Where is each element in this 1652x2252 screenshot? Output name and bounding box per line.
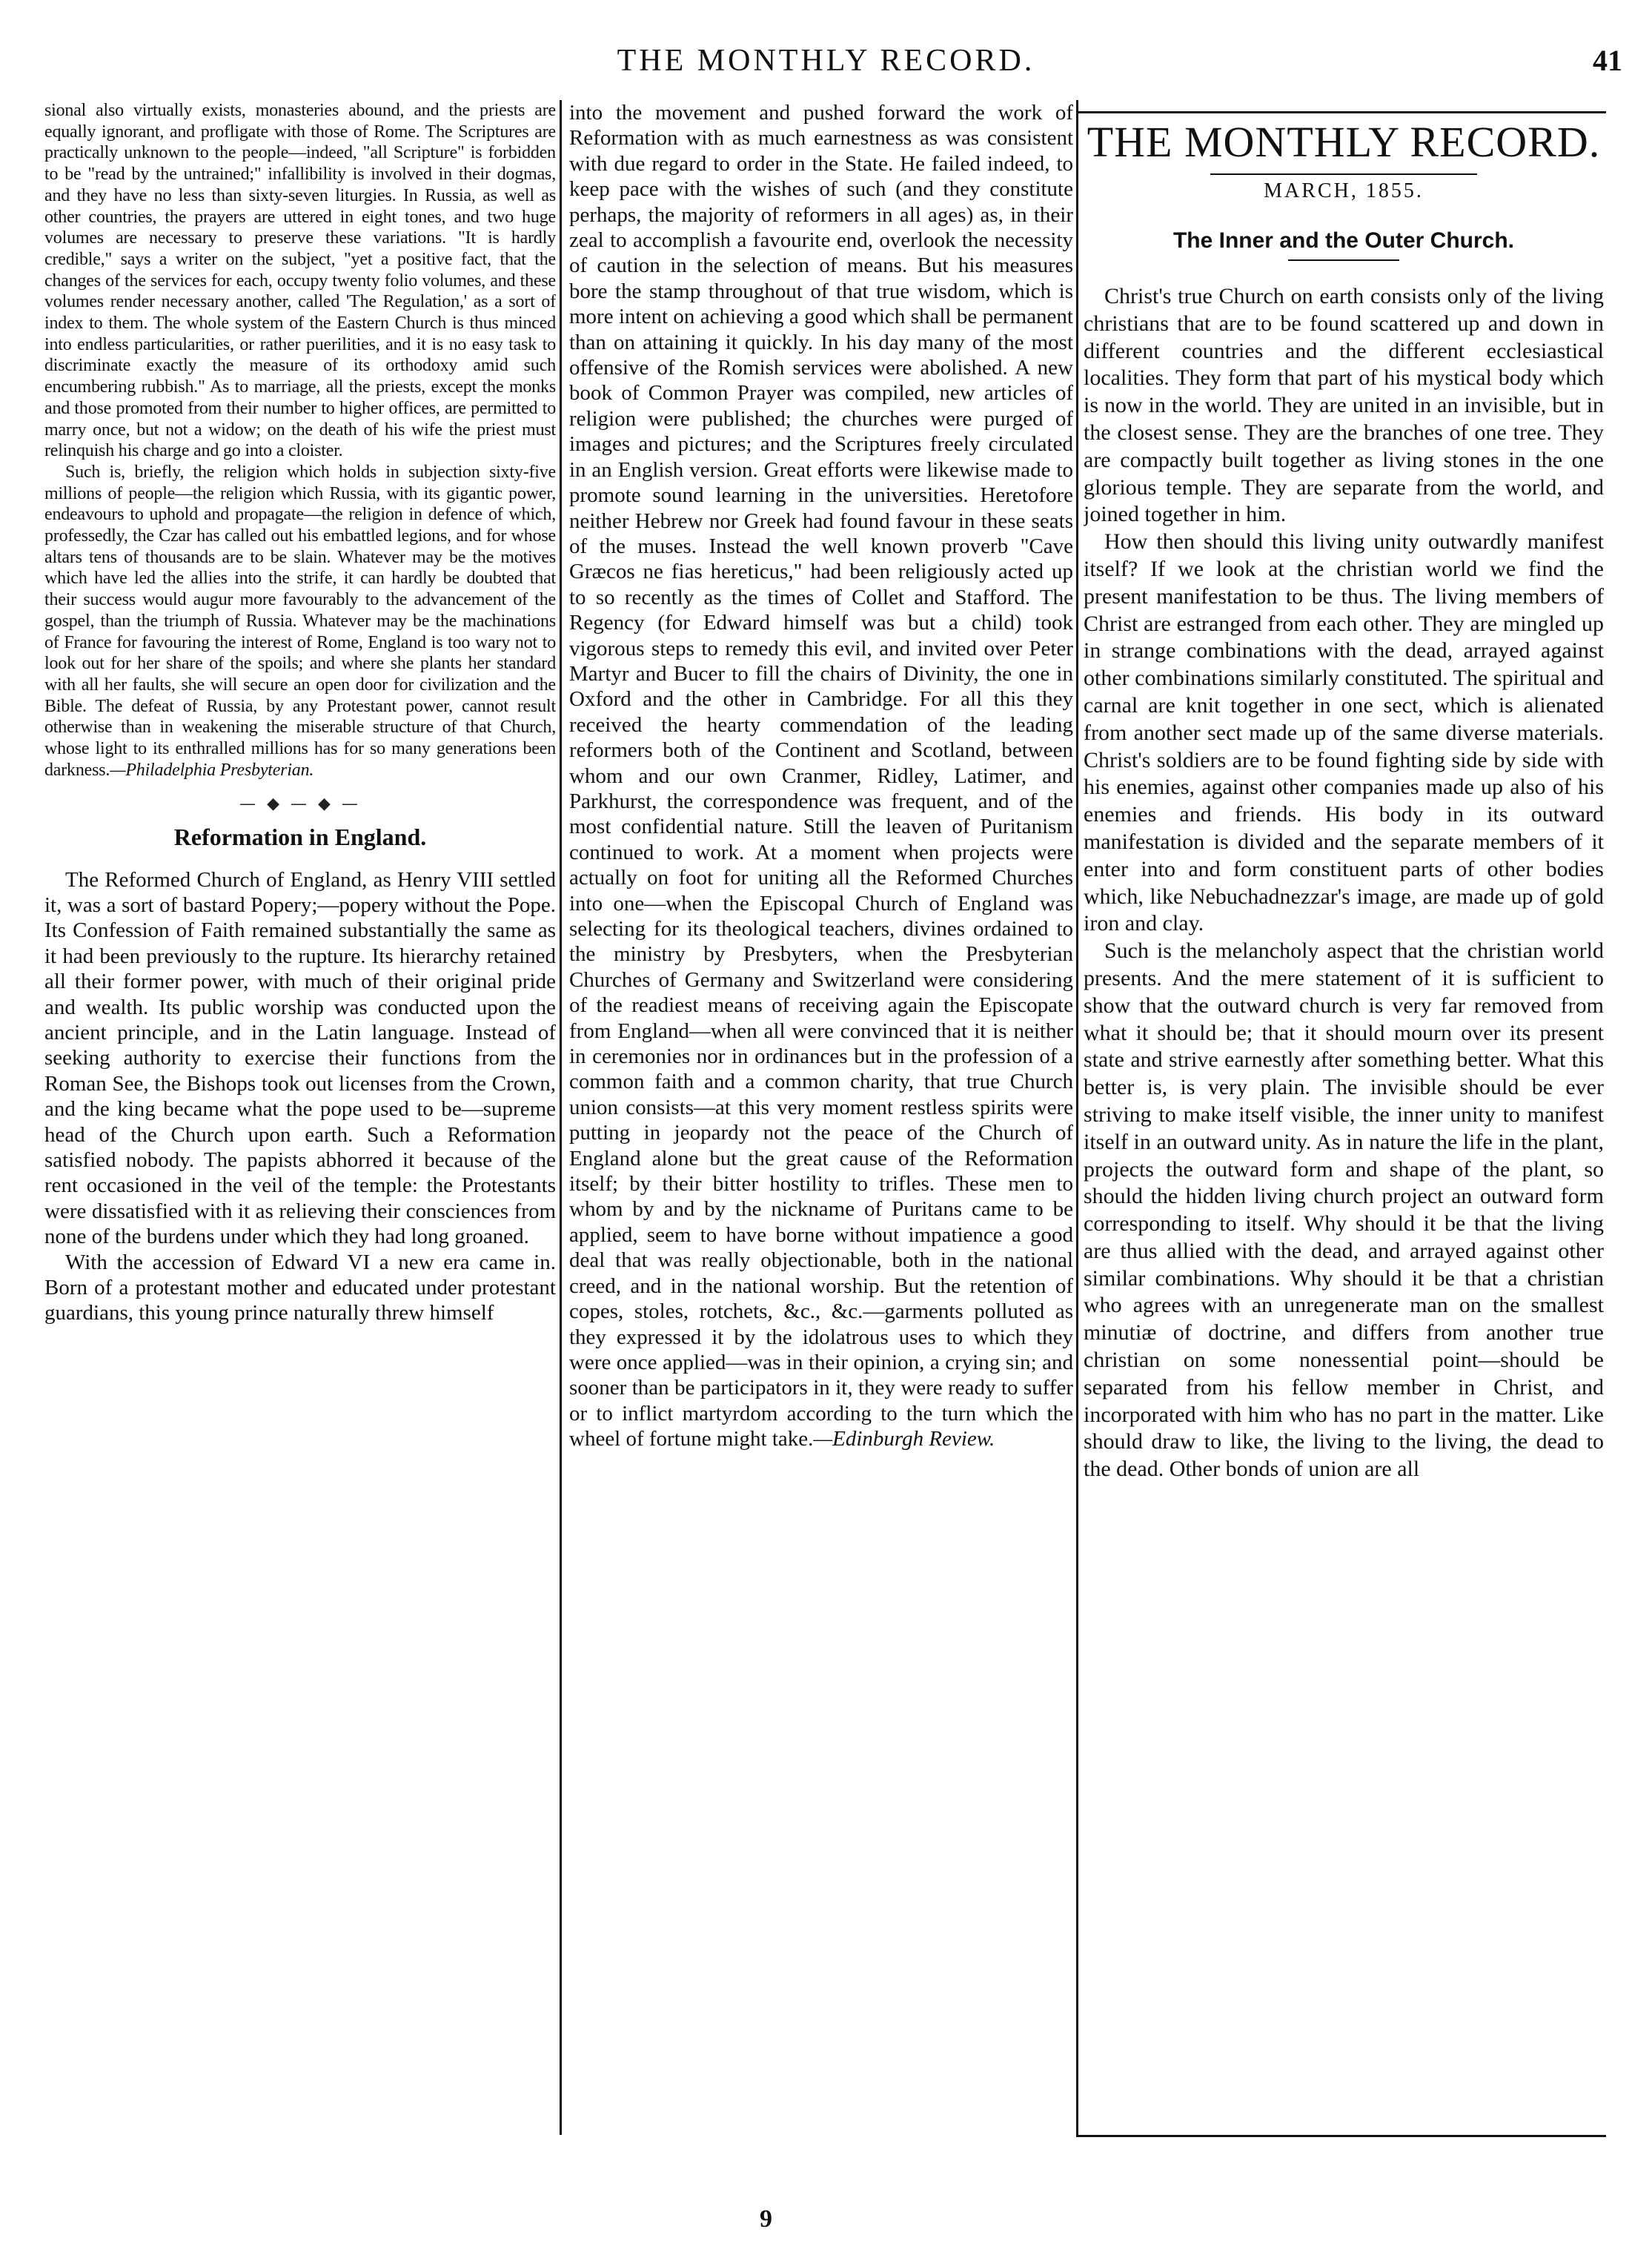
column-rule-right (1076, 100, 1078, 2135)
paragraph (44, 462, 556, 781)
masthead-title: THE MONTHLY RECORD. (1087, 118, 1601, 166)
continued-paragraph: sional also virtually exists, monasteries abound, and the priests are equally ignorant, and profligate with those of Rome. The Scriptures are practically unknown to the people—indeed, "all Scripture" is forbidden to be "read by the untrained;" infallibility is involved in their dogmas, and they have no less than sixty-seven liturgies. In Russia, as well as other countries, the prayers are uttered in eight tones, and two huge volumes are necessary to preserve these variations. "It is hardly credible," says a writer on the subject, "yet a positive fact, that the changes of the services for each, occupy twenty folio volumes, and these volumes render necessary another, called 'The Regulation,' as a sort of index to them. The whole system of the Eastern Church is thus minced into endless particularities, or rather puerilities, and it is no easy task to discriminate exactly the measure of its orthodoxy amid such encumbering rubbish." As to marriage, all the priests, except the monks and those promoted from their number to higher offices, are permitted to marry once, but not a widow; on the death of his wife the priest must relinquish his charge and go into a cloister. (44, 101, 556, 461)
paragraph-text: Such is, briefly, the religion which holds in subjection sixty-five millions of people—the religion which Russia, with its gigantic power, endeavours to uphold and propagate—the religion in defence of which, professedly, the Czar has called out his embattled legions, and for whose altars tens of thousands are to be slain. Whatever may be the motives which have led the allies into the strife, it can hardly be doubted that their success would augur more favourably to the advancement of the gospel, than the triumph of Russia. Whatever may be the machinations of France for favouring the interest of Rome, England is too wary not to look out for her share of the spoils; and where she plants her standard with all her faults, she will secure an open door for civilization and the Bible. The defeat of Russia, by any Protestant power, cannot result otherwise than in weakening the miserable structure of that Church, whose light to its enthralled millions has for so many generations been darkness. (44, 462, 556, 780)
running-head (0, 43, 1652, 87)
running-title: THE MONTHLY RECORD. (617, 44, 1035, 78)
paragraph-text: into the movement and pushed forward the work of Reformation with as much earnestness as was consistent with due regard to order in the State. He failed indeed, to keep pace with the wishes of such (and they constitute perhaps, the majority of reformers in all ages) as, in their zeal to accomplish a favourite end, overlook the necessity of caution in the selection of means. But his measures bore the stamp throughout of that true wisdom, which is more intent on achieving a good which shall be permanent than on attaining it quickly. In his day many of the most offensive of the Romish services were abolished. A new book of Common Prayer was compiled, new articles of religion were published; the churches were purged of images and pictures; and the Scriptures freely circulated in an English version. Great efforts were likewise made to promote sound learning in the universities. Heretofore neither Hebrew nor Greek had found favour in these seats of the muses. Instead the well known proverb "Cave Græcos ne fias hereticus," had been religiously acted up to so recently as the times of Collet and Stafford. The Regency (for Edward himself was but a child) took vigorous steps to remedy this evil, and invited over Peter Martyr and Bucer to fill the chairs of Divinity, the one in Oxford and the other in Cambridge. For all this they received the hearty commendation of the leading reformers both of the Continent and Scotland, between whom and our own Cranmer, Ridley, Latimer, and Parkhurst, the correspondence was frequent, and of the most confidential nature. Still the leaven of Puritanism continued to work. At a moment when projects were actually on foot for uniting all the Reformed Churches into one—when the Episcopal Church of England was selecting for its theological teachers, divines ordained to the ministry by Presbyters, when the Presbyterian Churches of Germany and Switzerland were considering of the readiest means of receiving again the Episcopate from England—when all were convinced that it is neither in ceremonies nor in ordinances but in the profession of a common faith and a common charity, that true Church union consists—at this very moment restless spirits were putting in jeopardy not the peace of the Church of England alone but the great cause of the Reformation itself; by their bitter hostility to trifles. These men to whom by and by the nickname of Puritans came to be applied, seem to have borne without impatience a good deal that was really objectionable, both in the national creed, and in the national worship. But the retention of copes, stoles, rotchets, &c., &c.—garments polluted as they expressed it by the idolatrous uses to which they were once applied—was in their opinion, a crying sin; and sooner than be participators in it, they were ready to suffer or to inflict martyrdom according to the turn which the wheel of fortune might take. (569, 101, 1073, 1451)
page-number: 41 (1593, 44, 1622, 77)
article-heading: Reformation in England. (173, 823, 427, 850)
paragraph: Such is the melancholy aspect that the christian world presents. And the mere statement of it is sufficient to show that the outward church is very far removed from what it should be; that it should mourn over its present state and strive earnestly after something better. What this better is, is very plain. The invisible should be ever striving to make itself visible, the inner unity to manifest itself in an outward unity. As in nature the life in the plant, projects the outward form and shape of the plant, so should the hidden living church project an outward form corresponding to itself. Why should it be that the living are thus allied with the dead, and arrayed against other similar combinations. Why should it be that a christian who agrees with an unregenerate man on the smallest minutiæ of doctrine, and differs from another true christian on some nonessential point—should be separated from his fellow member in Christ, and incorporated with him who has no part in the matter. Like should draw to like, the living to the living, the dead to the dead. Other bonds of union are all (1084, 938, 1604, 1482)
column-right (1084, 100, 1604, 2161)
column-middle (569, 100, 1073, 2161)
paragraph: The Reformed Church of England, as Henry VIII settled it, was a sort of bastard Popery;—popery without the Pope. Its Confession of Faith remained substantially the same as it had been previously to the rupture. Its hierarchy retained all their former power, with much of their original pride and wealth. Its public worship was conducted upon the ancient principle, and in the Latin language. Instead of seeking authority to exercise their functions from the Roman See, the Bishops took out licenses from the Crown, and the king became what the pope used to be—supreme head of the Church upon earth. Such a Reformation satisfied nobody. The papists abhorred it because of the rent occasioned in the veil of the temple: the Protestants were dissatisfied with it as relieving their consciences from none of the burdens under which they had long groaned. (44, 867, 556, 1249)
paragraph: How then should this living unity outwardly manifest itself? If we look at the christian world we find the present manifestation to be thus. The living members of Christ are estranged from each other. They are mingled up in strange combinations with the dead, arrayed against other combinations similarly constituted. The spiritual and carnal are knit together in one sect, which is alienated from another sect made up of the same diverse materials. Christ's soldiers are to be found fighting side by side with his enemies, against other companies made up also of his enemies and friends. His body in its outward manifestation is divided and the separate members of it enter into and form constituent parts of other bodies which, like Nebuchadnezzar's image, are made up of gold iron and clay. (1084, 529, 1604, 936)
continued-paragraph (569, 100, 1073, 1452)
heading-divider (1288, 259, 1399, 261)
issue-date: MARCH, 1855. (1264, 179, 1424, 202)
column-left (44, 100, 556, 2161)
paragraph: With the accession of Edward VI a new era came in. Born of a protestant mother and educated under protestant guardians, this young prince naturally threw himself (44, 1250, 556, 1325)
source-attribution: —Edinburgh Review. (813, 1427, 995, 1451)
masthead-divider (1210, 173, 1477, 175)
article-heading: The Inner and the Outer Church. (1172, 228, 1515, 253)
source-attribution: —Philadelphia Presbyterian. (110, 760, 314, 780)
paragraph: Christ's true Church on earth consists only of the living christians that are to be found scattered up and down in different countries and the different ecclesiastical localities. They form that part of his mystical body which is now in the world. They are united in an invisible, but in the closest sense. They are the branches of one tree. They are compactly built together as living stones in the one glorious temple. They are separate from the world, and joined together in him. (1084, 284, 1604, 527)
column-rule-left (560, 100, 562, 2135)
section-ornament: — ◆ — ◆ — (239, 794, 361, 813)
signature-mark: 9 (760, 2205, 772, 2233)
masthead (1084, 119, 1604, 203)
